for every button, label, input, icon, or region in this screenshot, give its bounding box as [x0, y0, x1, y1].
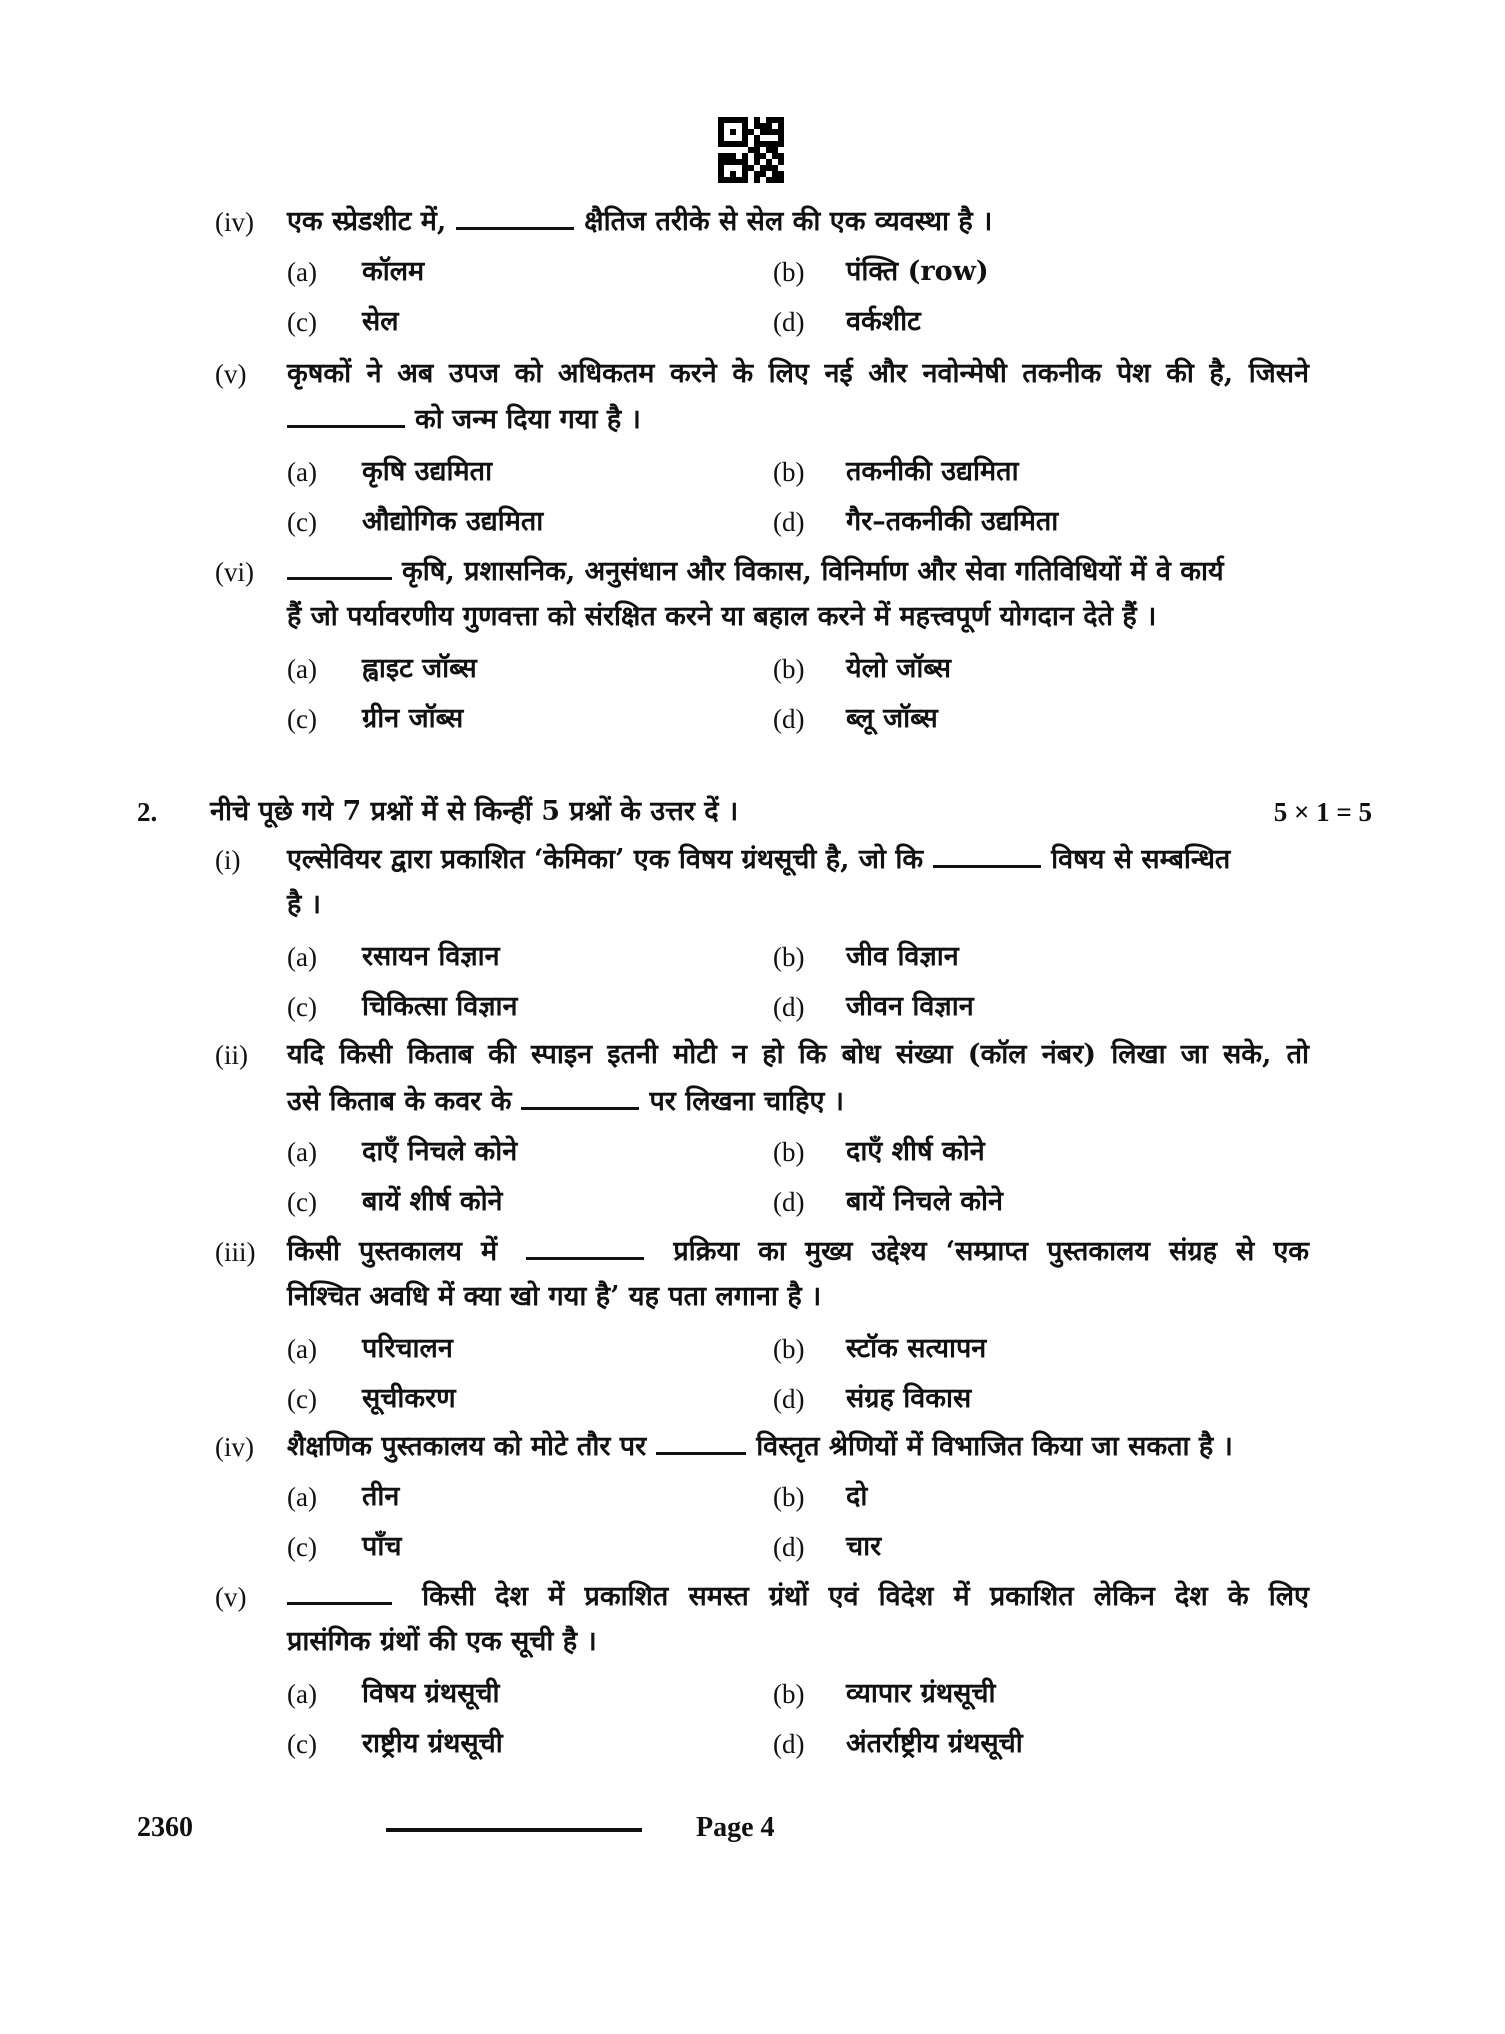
- question-text-part: शैक्षणिक पुस्तकालय को मोटे तौर पर: [287, 1431, 647, 1462]
- option-label: (a): [287, 1334, 317, 1364]
- question-number: (iv): [215, 207, 254, 237]
- question-number: (iii): [215, 1237, 256, 1267]
- option-label: (d): [773, 507, 805, 537]
- question-text-continued: हैं जो पर्यावरणीय गुणवत्ता को संरक्षित करने या बहाल करने में महत्त्वपूर्ण योगदान देते हैं ।: [287, 601, 1157, 632]
- question-text: [287, 205, 992, 239]
- option-text: पंक्ति (row): [846, 256, 989, 287]
- question-text-part: किसी देश में प्रकाशित समस्त ग्रंथों एवं विदेश में प्रकाशित लेकिन देश के लिए: [422, 1581, 1309, 1612]
- option-label: (c): [287, 992, 317, 1022]
- option-text: परिचालन: [362, 1333, 453, 1364]
- option-label: (c): [287, 307, 317, 337]
- answer-blank: [933, 843, 1041, 868]
- option-label: (d): [773, 307, 805, 337]
- option-text: औद्योगिक उद्यमिता: [362, 506, 544, 537]
- option-text: दाएँ निचले कोने: [362, 1136, 518, 1167]
- option-text: कॉलम: [362, 256, 425, 287]
- option-text: व्यापार ग्रंथसूची: [846, 1678, 996, 1709]
- section-instruction: नीचे पूछे गये 7 प्रश्नों में से किन्हीं 5 प्रश्नों के उत्तर दें ।: [210, 796, 739, 827]
- page-number: Page 4: [696, 1812, 775, 1843]
- question-text-part: एक स्प्रेडशीट में,: [287, 206, 447, 237]
- question-text-continued: है ।: [287, 889, 321, 920]
- option-text: दाएँ शीर्ष कोने: [846, 1136, 985, 1167]
- option-label: (b): [773, 1679, 805, 1709]
- option-label: (a): [287, 257, 317, 287]
- question-number: (v): [215, 1582, 247, 1612]
- option-text: तकनीकी उद्यमिता: [846, 456, 1019, 487]
- question-text-part: उसे किताब के कवर के: [287, 1086, 512, 1117]
- option-text: सूचीकरण: [362, 1383, 456, 1414]
- qr-code-icon: [718, 117, 784, 183]
- question-text: [287, 843, 1230, 877]
- section-marks: 5 × 1 = 5: [1273, 797, 1372, 827]
- option-text: सेल: [362, 306, 399, 337]
- question-number: (iv): [215, 1432, 254, 1462]
- option-label: (a): [287, 1679, 317, 1709]
- option-label: (d): [773, 1729, 805, 1759]
- answer-blank: [287, 1580, 392, 1605]
- section-number: 2.: [137, 797, 158, 827]
- option-text: तीन: [362, 1481, 400, 1512]
- option-text: संग्रह विकास: [846, 1383, 972, 1414]
- option-label: (b): [773, 1334, 805, 1364]
- option-label: (b): [773, 654, 805, 684]
- option-text: ब्लू जॉब्स: [846, 703, 938, 734]
- option-label: (d): [773, 1187, 805, 1217]
- question-text-part: एल्सेवियर द्वारा प्रकाशित ‘केमिका’ एक विषय ग्रंथसूची है, जो कि: [287, 844, 924, 875]
- question-text-part: को जन्म दिया गया है ।: [415, 404, 641, 435]
- answer-blank: [526, 1235, 644, 1260]
- question-text-continued: [287, 403, 641, 437]
- option-label: (d): [773, 1532, 805, 1562]
- question-text-part: प्रक्रिया का मुख्य उद्देश्य ‘सम्प्राप्त पुस्तकालय संग्रह से एक: [673, 1236, 1310, 1267]
- answer-blank: [456, 205, 574, 230]
- option-text: स्टॉक सत्यापन: [846, 1333, 987, 1364]
- option-label: (c): [287, 1187, 317, 1217]
- paper-code: 2360: [137, 1812, 193, 1843]
- option-label: (d): [773, 1384, 805, 1414]
- option-text: कृषि उद्यमिता: [362, 456, 493, 487]
- question-text: कृषकों ने अब उपज को अधिकतम करने के लिए नई और नवोन्मेषी तकनीक पेश की है, जिसने: [287, 358, 1309, 389]
- option-label: (a): [287, 1137, 317, 1167]
- option-text: ग्रीन जॉब्स: [362, 703, 464, 734]
- question-text: [287, 1430, 1233, 1464]
- option-text: राष्ट्रीय ग्रंथसूची: [362, 1728, 503, 1759]
- question-text-part: विषय से सम्बन्धित: [1051, 844, 1231, 875]
- option-label: (b): [773, 257, 805, 287]
- option-text: दो: [846, 1481, 868, 1512]
- option-label: (c): [287, 1384, 317, 1414]
- option-label: (b): [773, 1482, 805, 1512]
- option-label: (b): [773, 1137, 805, 1167]
- option-text: वर्कशीट: [846, 306, 921, 337]
- option-text: पाँच: [362, 1531, 402, 1562]
- option-label: (b): [773, 457, 805, 487]
- option-label: (c): [287, 507, 317, 537]
- option-text: रसायन विज्ञान: [362, 941, 500, 972]
- option-text: जीव विज्ञान: [846, 941, 959, 972]
- question-text: यदि किसी किताब की स्पाइन इतनी मोटी न हो कि बोध संख्या (कॉल नंबर) लिखा जा सके, तो: [287, 1039, 1309, 1070]
- question-text-continued: निश्चित अवधि में क्या खो गया है’ यह पता लगाना है ।: [287, 1281, 822, 1312]
- option-label: (a): [287, 654, 317, 684]
- option-text: ह्वाइट जॉब्स: [362, 653, 477, 684]
- option-text: गैर–तकनीकी उद्यमिता: [846, 506, 1059, 537]
- option-label: (d): [773, 992, 805, 1022]
- question-number: (vi): [215, 557, 254, 587]
- option-label: (c): [287, 704, 317, 734]
- question-text-part: विस्तृत श्रेणियों में विभाजित किया जा सकता है ।: [756, 1431, 1233, 1462]
- option-label: (a): [287, 457, 317, 487]
- option-text: विषय ग्रंथसूची: [362, 1678, 500, 1709]
- option-text: बायें शीर्ष कोने: [362, 1186, 503, 1217]
- option-text: जीवन विज्ञान: [846, 991, 974, 1022]
- question-text-part: पर लिखना चाहिए ।: [649, 1086, 845, 1117]
- question-text: [287, 1235, 1309, 1269]
- answer-blank: [287, 403, 405, 428]
- option-text: अंतर्राष्ट्रीय ग्रंथसूची: [846, 1728, 1023, 1759]
- question-text-part: कृषि, प्रशासनिक, अनुसंधान और विकास, विनिर्माण और सेवा गतिविधियों में वे कार्य: [402, 556, 1224, 587]
- option-text: येलो जॉब्स: [846, 653, 952, 684]
- option-label: (d): [773, 704, 805, 734]
- question-text: [287, 555, 1224, 589]
- question-number: (v): [215, 359, 247, 389]
- question-text-part: क्षैतिज तरीके से सेल की एक व्यवस्था है ।: [584, 206, 993, 237]
- question-number: (i): [215, 845, 241, 875]
- option-label: (a): [287, 1482, 317, 1512]
- question-text-part: किसी पुस्तकालय में: [287, 1236, 498, 1267]
- option-label: (c): [287, 1729, 317, 1759]
- option-label: (a): [287, 942, 317, 972]
- option-text: चार: [846, 1531, 882, 1562]
- question-text: [287, 1580, 1309, 1614]
- footer-divider: [386, 1828, 642, 1832]
- question-text-continued: प्रासंगिक ग्रंथों की एक सूची है ।: [287, 1626, 597, 1657]
- question-text-continued: [287, 1085, 844, 1119]
- option-label: (b): [773, 942, 805, 972]
- option-text: चिकित्सा विज्ञान: [362, 991, 518, 1022]
- answer-blank: [287, 555, 392, 580]
- answer-blank: [656, 1430, 746, 1455]
- option-text: बायें निचले कोने: [846, 1186, 1004, 1217]
- answer-blank: [521, 1085, 639, 1110]
- question-number: (ii): [215, 1040, 248, 1070]
- option-label: (c): [287, 1532, 317, 1562]
